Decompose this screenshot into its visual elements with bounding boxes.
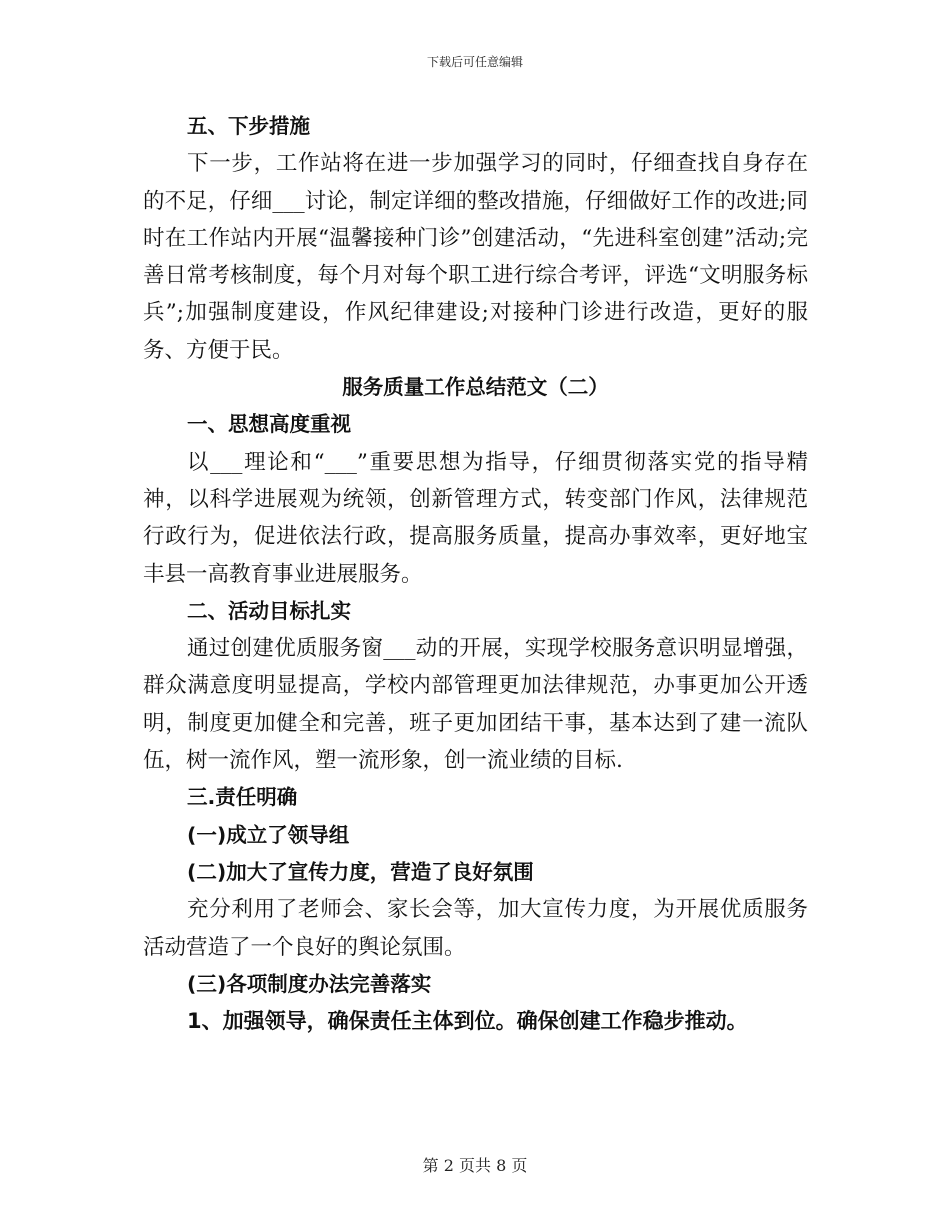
paragraph-publicity: 充分利用了老师会、家长会等，加大宣传力度，为开展优质服务活动营造了一个良好的舆论氛围。 (143, 897, 808, 960)
list-item-strengthen-leadership: 1、加强领导，确保责任主体到位。确保创建工作稳步推动。 (187, 1009, 748, 1034)
page-footer: 第 2 页共 8 页 (422, 1156, 528, 1175)
section-heading-next-steps: 五、下步措施 (187, 114, 310, 138)
subheading-leadership-group: (一)成立了领导组 (187, 822, 350, 847)
page-header: 下载后可任意编辑 (426, 55, 523, 69)
paragraph-thought: 以___理论和“___”重要思想为指导，仔细贯彻落实党的指导精神，以科学进展观为统领，创新管理方式，转变部门作风，法律规范行政行为，促进依法行政，提高服务质量，提高办事效率，更好地宝丰县一高教育事业进展服务。 (143, 449, 808, 587)
paragraph-next-steps: 下一步，工作站将在进一步加强学习的同时，仔细查找自身存在的不足，仔细___讨论，制定详细的整改措施，仔细做好工作的改进;同时在工作站内开展“温馨接种门诊”创建活动，“先进科室创建”活动;完善日常考核制度，每个月对每个职工进行综合考评，评选“文明服务标兵”;加强制度建设，作风纪律建设;对接种门诊进行改造，更好的服务、方便于民。 (143, 151, 808, 363)
document-body (143, 108, 808, 1040)
paragraph-goals: 通过创建优质服务窗___动的开展，实现学校服务意识明显增强，群众满意度明显提高，学校内部管理更加法律规范，办事更加公开透明，制度更加健全和完善，班子更加团结干事，基本达到了建一流队伍，树一流作风，塑一流形象，创一流业绩的目标. (143, 636, 808, 774)
subheading-systems: (三)各项制度办法完善落实 (187, 971, 432, 996)
document-title: 服务质量工作总结范文（二） (342, 375, 609, 400)
section-heading-goals: 二、活动目标扎实 (187, 598, 351, 623)
section-heading-thought: 一、思想高度重视 (187, 412, 351, 437)
subheading-publicity: (二)加大了宣传力度，营造了良好氛围 (187, 859, 534, 884)
section-heading-responsibility: 三.责任明确 (187, 785, 298, 810)
